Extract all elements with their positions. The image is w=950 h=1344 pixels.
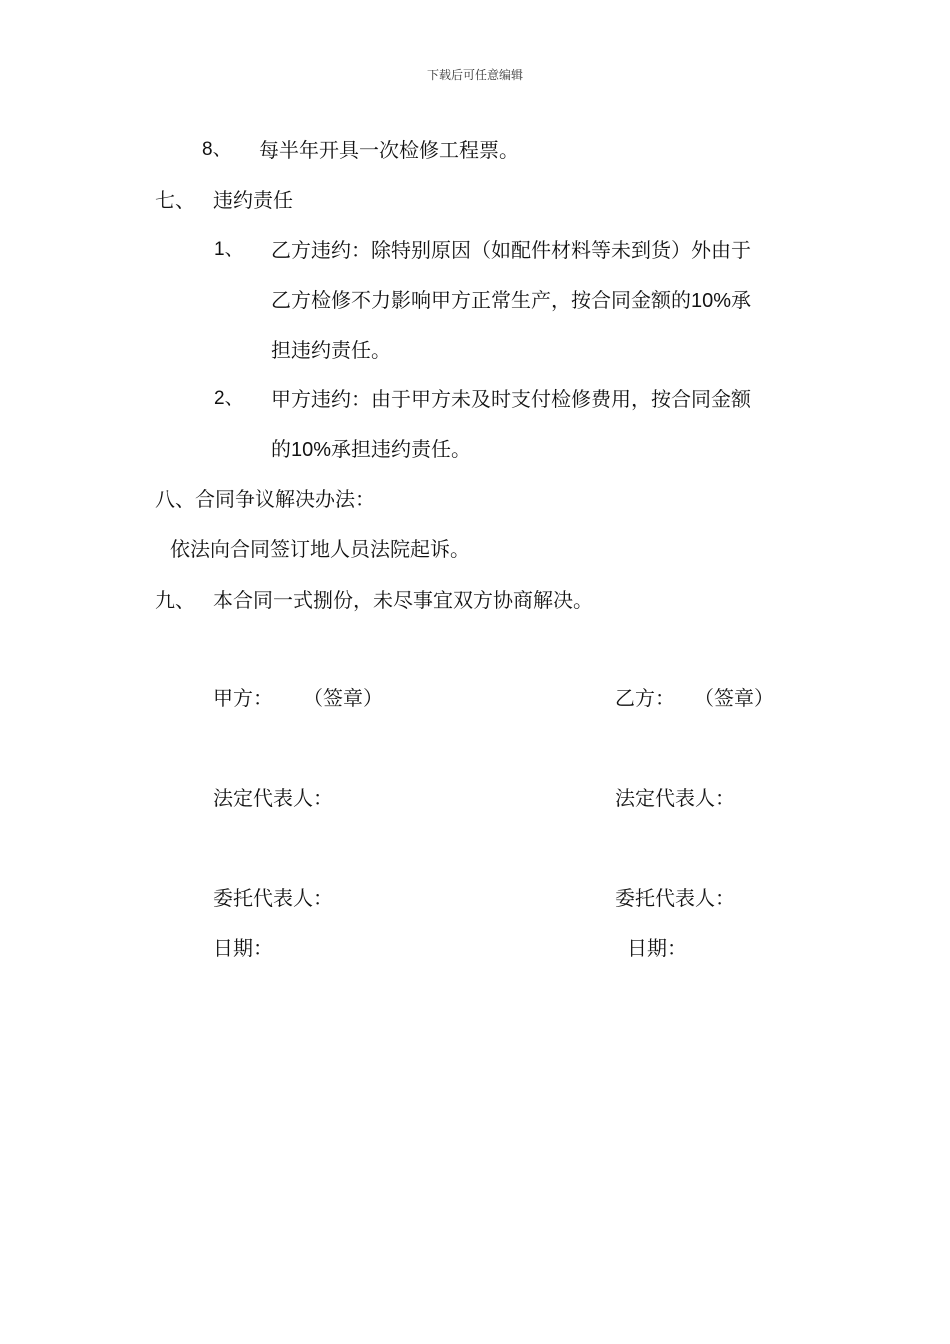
- party-b-legal-rep: 法定代表人：: [615, 786, 735, 810]
- section-7-item-2-line-2: [271, 437, 471, 462]
- section-7-item-2-number: 2、: [214, 388, 244, 409]
- section-7-number: 七、: [155, 188, 195, 212]
- section-7-item-2-line-2a: 的: [271, 437, 291, 461]
- section-7-item-1-line-3: 担违约责任。: [271, 338, 391, 362]
- section-7-item-1-number: 1、: [214, 239, 244, 260]
- section-8-title: 八、合同争议解决办法：: [155, 487, 375, 511]
- section-7-item-1-line-2b: 承: [731, 288, 752, 312]
- page-header-note: 下载后可任意编辑: [426, 68, 523, 82]
- section-9-text: 本合同一式捌份，未尽事宜双方协商解决。: [213, 588, 593, 612]
- item-8-number: 8、: [202, 139, 232, 160]
- section-7-item-1-line-2: [271, 288, 751, 313]
- party-b-seal: （签章）: [694, 686, 774, 710]
- party-a-seal: （签章）: [303, 686, 383, 710]
- section-7-item-2-percent: 10%: [291, 439, 332, 461]
- party-b-date: 日期：: [627, 936, 687, 960]
- section-7-item-2-line-1: 甲方违约：由于甲方未及时支付检修费用，按合同金额: [271, 387, 751, 411]
- section-7-item-2-line-2b: 承担违约责任。: [331, 437, 472, 461]
- party-a-agent: 委托代表人：: [213, 886, 333, 910]
- section-7-title: 违约责任: [213, 188, 293, 212]
- item-8-text: 每半年开具一次检修工程票。: [259, 138, 519, 162]
- section-7-item-1-percent: 10%: [691, 290, 732, 312]
- section-8-text: 依法向合同签订地人员法院起诉。: [170, 537, 470, 561]
- section-7-item-1-line-1: 乙方违约：除特别原因（如配件材料等未到货）外由于: [271, 238, 751, 262]
- party-a-legal-rep: 法定代表人：: [213, 786, 333, 810]
- section-9-number: 九、: [155, 588, 195, 612]
- party-b-agent: 委托代表人：: [615, 886, 735, 910]
- party-a-date: 日期：: [213, 936, 273, 960]
- section-7-item-1-line-2a: 乙方检修不力影响甲方正常生产，按合同金额的: [271, 288, 691, 312]
- party-b-label: 乙方：: [615, 686, 675, 710]
- party-a-label: 甲方：: [213, 686, 273, 710]
